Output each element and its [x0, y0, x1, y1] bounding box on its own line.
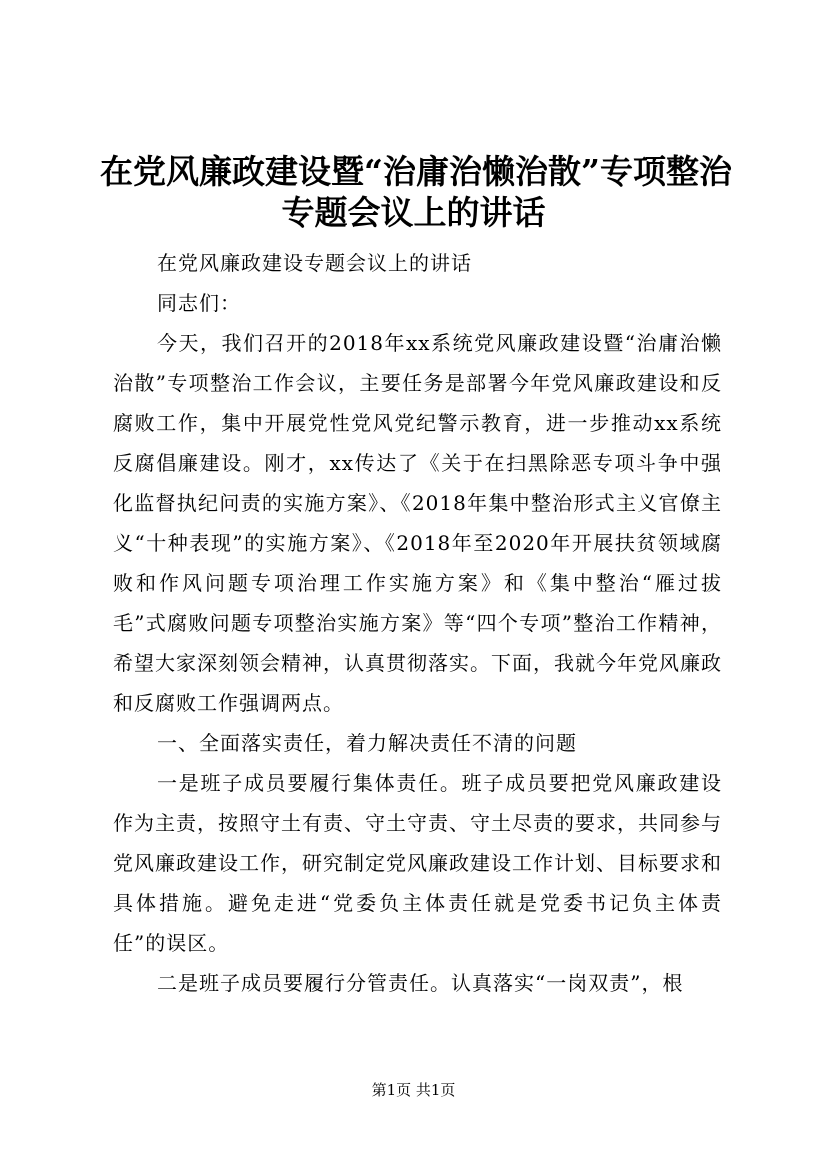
- paragraph-collective-responsibility: 一是班子成员要履行集体责任。班子成员要把党风廉政建设作为主责，按照守土有责、守土守责、守土尽责的要求，共同参与党风廉政建设工作，研究制定党风廉政建设工作计划、目标要求和具体措施。避免走进“党委负主体责任就是党委书记负主体责任”的误区。: [113, 771, 722, 955]
- paragraph-salutation: 同志们：: [157, 291, 241, 315]
- paragraph-intro: 今天，我们召开的2018年xx系统党风廉政建设暨“治庸治懒治散”专项整治工作会议，主要任务是部署今年党风廉政建设和反腐败工作，集中开展党性党风党纪警示教育，进一步推动xx系统反腐倡廉建设。刚才，xx传达了《关于在扫黑除恶专项斗争中强化监督执纪问责的实施方案》、《2018年集中整治形式主义官僚主义“十种表现”的实施方案》、《2018年至2020年开展扶贫领域腐败和作风问题专项治理工作实施方案》和《集中整治“雁过拔毛”式腐败问题专项整治实施方案》等“四个专项”整治工作精神，希望大家深刻领会精神，认真贯彻落实。下面，我就今年党风廉政和反腐败工作强调两点。: [113, 331, 722, 715]
- paragraph-heading-1: 一、全面落实责任，着力解决责任不清的问题: [157, 731, 577, 755]
- paragraph-divided-responsibility: 二是班子成员要履行分管责任。认真落实“一岗双责”，根: [157, 971, 684, 995]
- paragraph-subtitle: 在党风廉政建设专题会议上的讲话: [157, 251, 472, 275]
- page-footer: 第1页 共1页: [371, 1081, 456, 1099]
- document-title-line-1: 在党风廉政建设暨“治庸治懒治散”专项整治: [100, 152, 732, 191]
- document-title-line-2: 专题会议上的讲话: [281, 193, 546, 232]
- document-body: [113, 243, 722, 1003]
